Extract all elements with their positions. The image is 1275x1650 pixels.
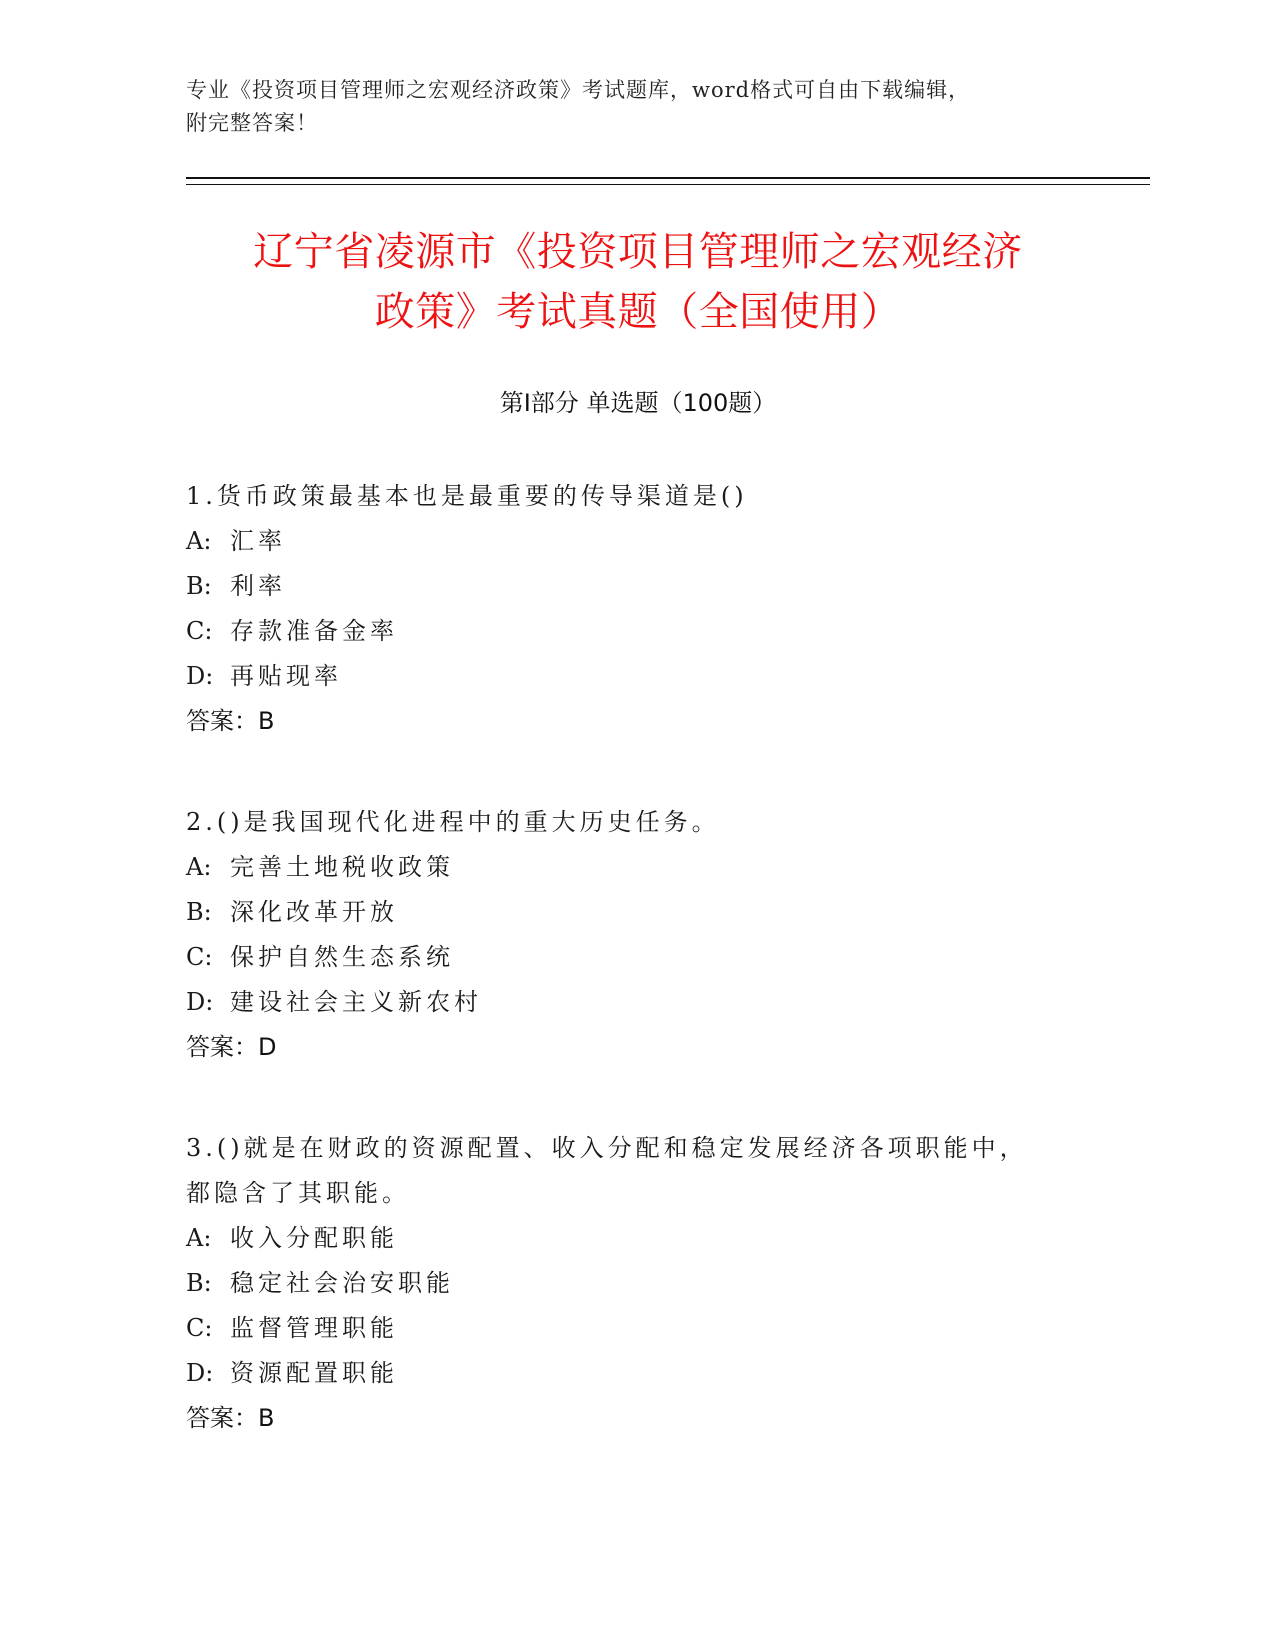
option-text: 再贴现率 <box>230 662 342 690</box>
header-divider-thin <box>186 184 1150 185</box>
option-key: C: <box>186 1314 213 1342</box>
option-key: B: <box>186 572 212 600</box>
option-text: 深化改革开放 <box>230 898 398 926</box>
option-text: 完善土地税收政策 <box>230 853 454 881</box>
option-key: A: <box>186 527 212 555</box>
header-note-line2: 附完整答案！ <box>186 111 318 135</box>
question-list <box>186 474 1066 1497</box>
option-text: 存款准备金率 <box>230 617 398 645</box>
option-text: 收入分配职能 <box>230 1224 398 1252</box>
option-text: 保护自然生态系统 <box>230 943 454 971</box>
option-d <box>186 980 1066 1025</box>
option-text: 汇率 <box>230 527 286 555</box>
option-text: 资源配置职能 <box>230 1359 398 1387</box>
option-key: B: <box>186 898 212 926</box>
question-stem: 2.()是我国现代化进程中的重大历史任务。 <box>186 808 720 836</box>
option-b <box>186 564 1066 609</box>
answer-line: 答案：B <box>186 1404 275 1432</box>
option-c <box>186 935 1066 980</box>
option-text: 监督管理职能 <box>230 1314 398 1342</box>
answer-line: 答案：D <box>186 1033 277 1061</box>
question-stem-continued: 都隐含了其职能。 <box>186 1179 410 1207</box>
section-heading: 第Ⅰ部分 单选题（100题） <box>499 389 777 417</box>
question-stem: 1.货币政策最基本也是最重要的传导渠道是() <box>186 482 748 510</box>
option-b <box>186 1261 1066 1306</box>
option-b <box>186 890 1066 935</box>
option-key: A: <box>186 853 212 881</box>
option-d <box>186 654 1066 699</box>
header-note-line1: 专业《投资项目管理师之宏观经济政策》考试题库，word格式可自由下载编辑， <box>186 78 971 102</box>
header-note <box>186 74 1066 140</box>
option-text: 利率 <box>230 572 286 600</box>
option-c <box>186 1306 1066 1351</box>
question-stem: 3.()就是在财政的资源配置、收入分配和稳定发展经济各项职能中， <box>186 1134 1028 1162</box>
document-title-line2: 政策》考试真题（全国使用） <box>374 289 902 335</box>
question-2 <box>186 800 1066 1070</box>
option-key: C: <box>186 943 213 971</box>
option-key: A: <box>186 1224 212 1252</box>
option-text: 建设社会主义新农村 <box>230 988 482 1016</box>
option-key: C: <box>186 617 213 645</box>
option-c <box>186 609 1066 654</box>
option-key: D: <box>186 662 214 690</box>
option-key: B: <box>186 1269 212 1297</box>
option-d <box>186 1351 1066 1396</box>
option-a <box>186 519 1066 564</box>
document-title-line1: 辽宁省凌源市《投资项目管理师之宏观经济 <box>253 229 1023 275</box>
option-key: D: <box>186 1359 214 1387</box>
option-a <box>186 1216 1066 1261</box>
option-text: 稳定社会治安职能 <box>230 1269 454 1297</box>
option-a <box>186 845 1066 890</box>
question-3 <box>186 1126 1066 1441</box>
answer-line: 答案：B <box>186 707 275 735</box>
document-title <box>186 222 1090 342</box>
option-key: D: <box>186 988 214 1016</box>
question-1 <box>186 474 1066 744</box>
header-divider-thick <box>186 177 1150 179</box>
